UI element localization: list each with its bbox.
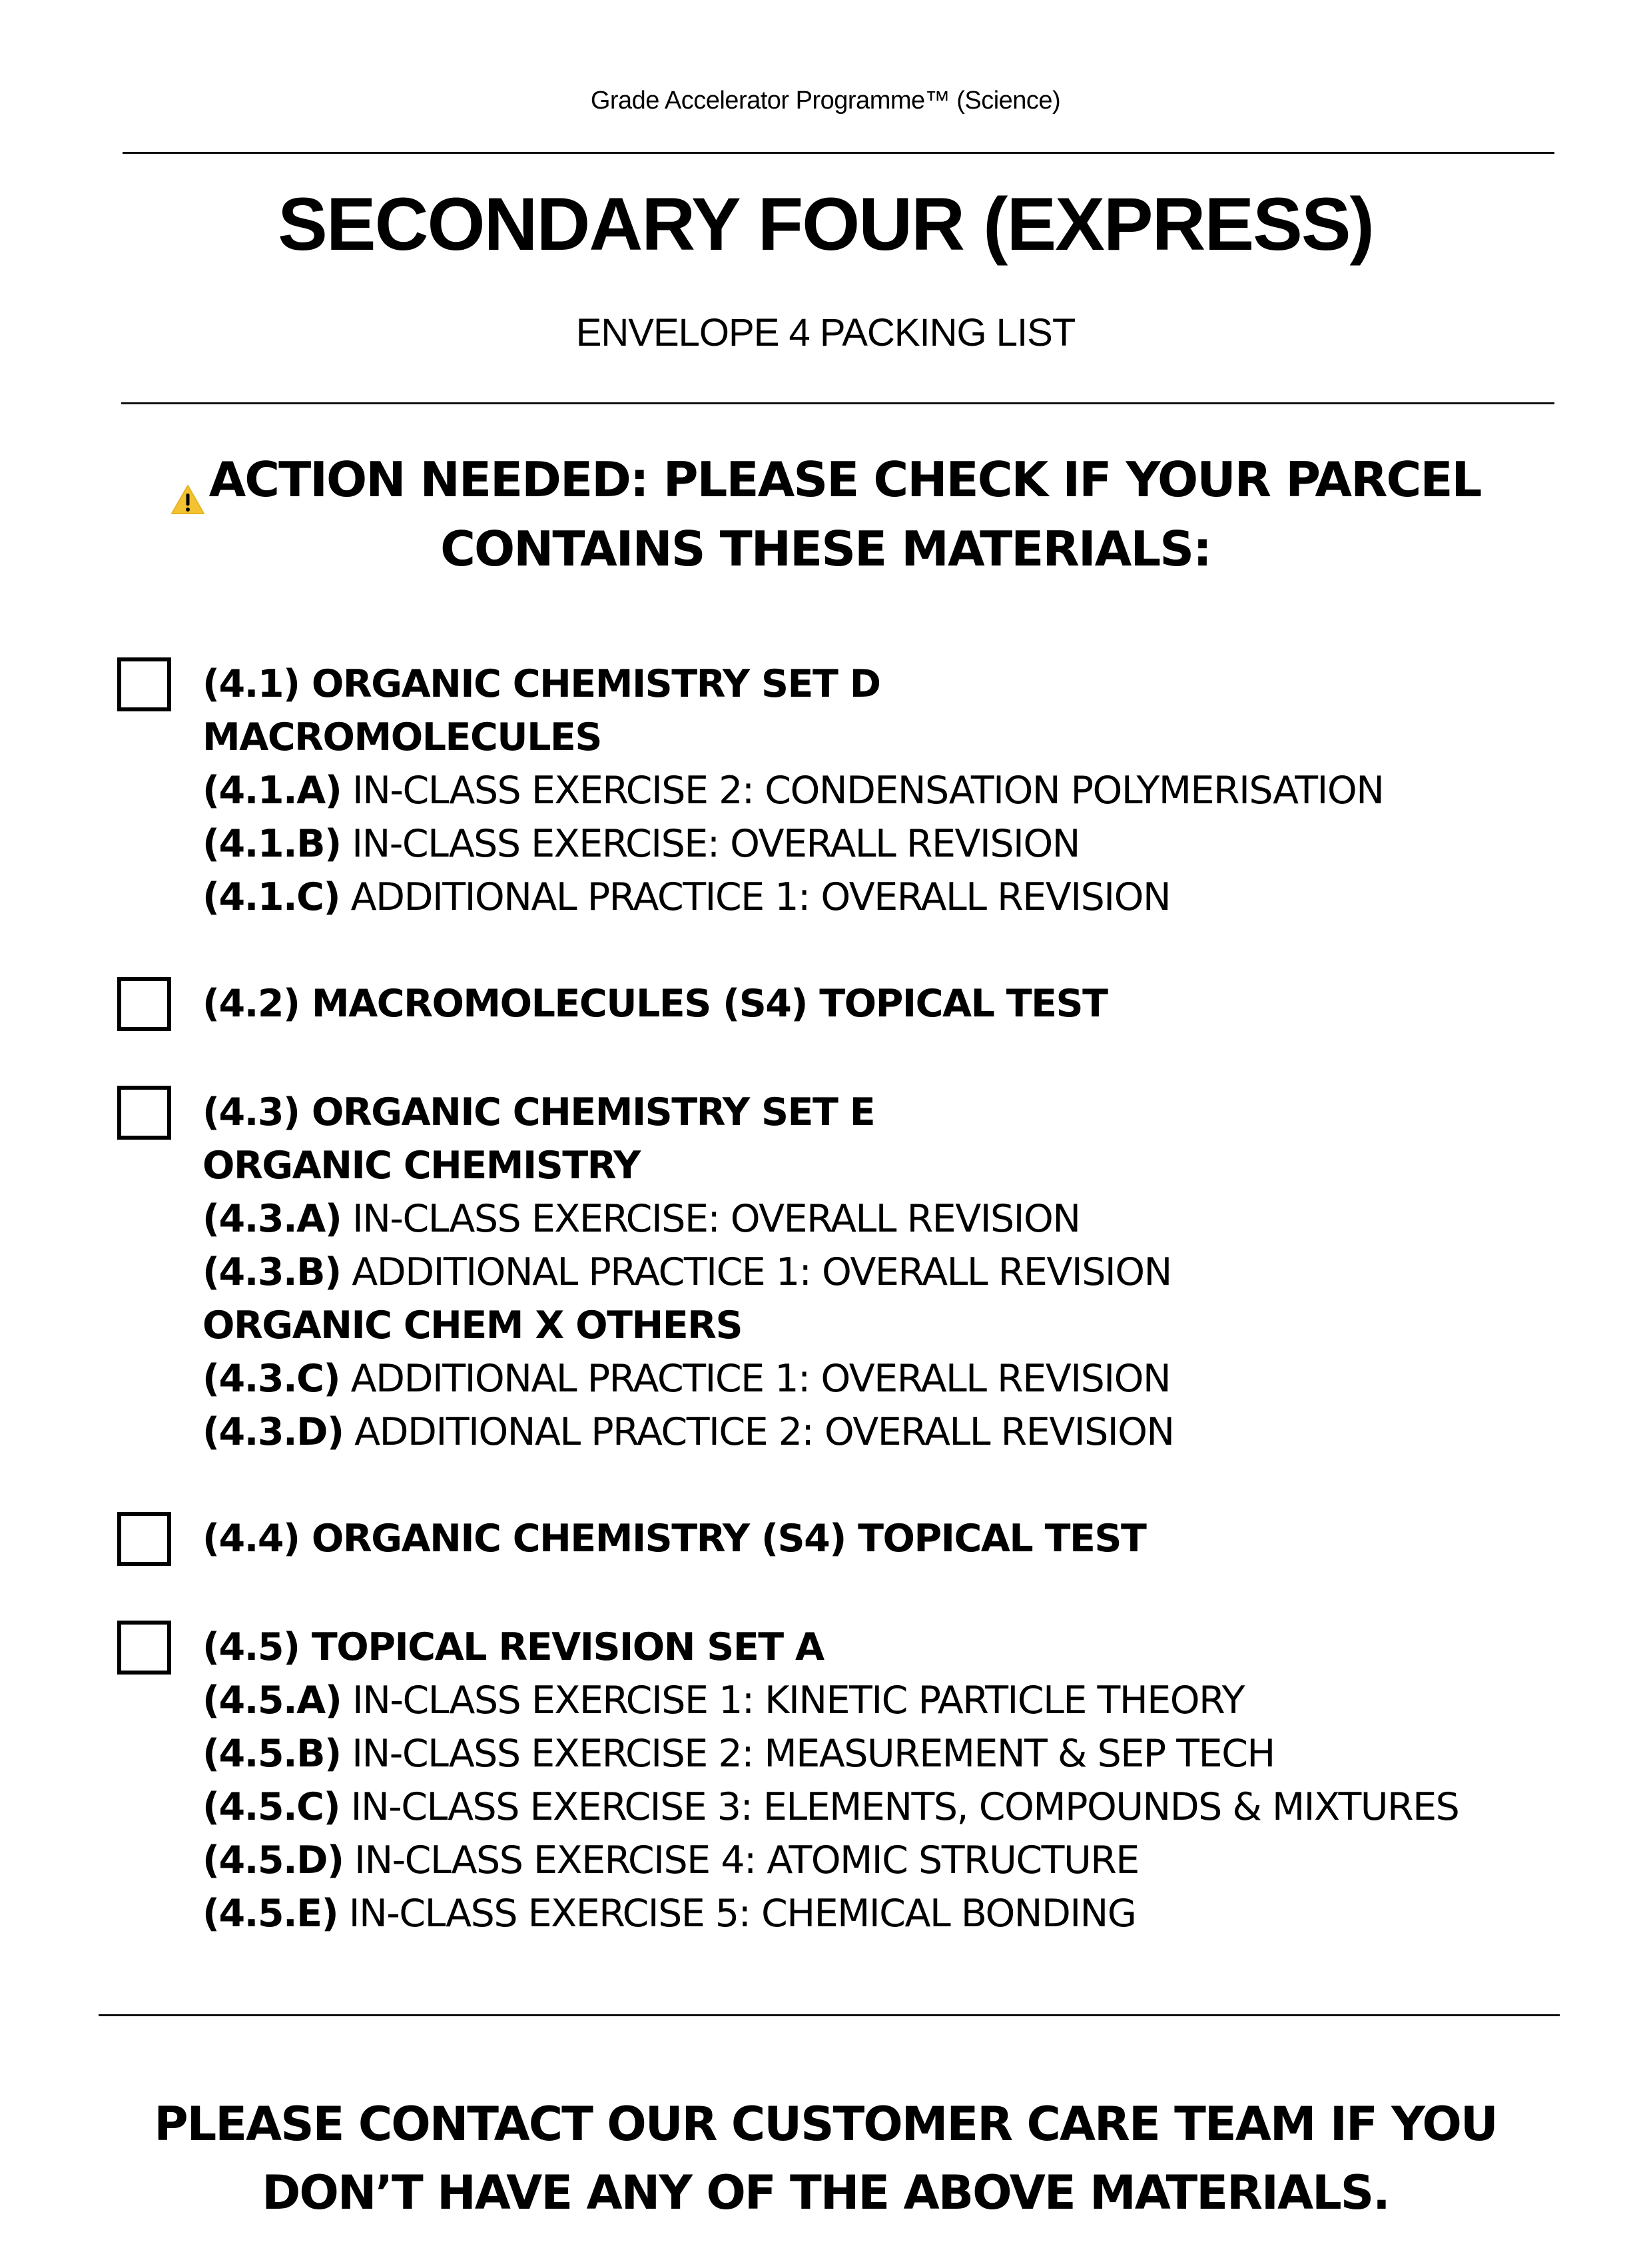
divider-top: [123, 152, 1554, 154]
action-notice-line-2: CONTAINS THESE MATERIALS:: [440, 521, 1211, 577]
list-item: (4.5.D) IN-CLASS EXERCISE 4: ATOMIC STRUCTURE: [202, 1838, 1139, 1882]
list-item: (4.3.B) ADDITIONAL PRACTICE 1: OVERALL REVISION: [202, 1250, 1171, 1294]
footer-line-1: PLEASE CONTACT OUR CUSTOMER CARE TEAM IF YOU: [154, 2097, 1497, 2151]
action-notice: [0, 445, 1651, 583]
section-label: ORGANIC CHEM X OTHERS: [202, 1304, 743, 1347]
group-heading: (4.2) MACROMOLECULES (S4) TOPICAL TEST: [202, 982, 1108, 1026]
list-item: (4.5.A) IN-CLASS EXERCISE 1: KINETIC PARTICLE THEORY: [202, 1679, 1244, 1722]
list-item: (4.3.A) IN-CLASS EXERCISE: OVERALL REVISION: [202, 1197, 1080, 1241]
group-heading: (4.3) ORGANIC CHEMISTRY SET E: [202, 1090, 875, 1134]
checkbox-4-5[interactable]: [117, 1621, 171, 1675]
list-item: (4.5.E) IN-CLASS EXERCISE 5: CHEMICAL BONDING: [202, 1892, 1136, 1936]
running-header: Grade Accelerator Programme™ (Science): [590, 87, 1061, 115]
checkbox-4-4[interactable]: [117, 1512, 171, 1566]
list-item: (4.1.A) IN-CLASS EXERCISE 2: CONDENSATION POLYMERISATION: [202, 769, 1384, 813]
list-item: (4.1.C) ADDITIONAL PRACTICE 1: OVERALL REVISION: [202, 875, 1171, 919]
divider-header: [121, 402, 1554, 404]
group-heading: (4.4) ORGANIC CHEMISTRY (S4) TOPICAL TEST: [202, 1517, 1146, 1561]
section-label: ORGANIC CHEMISTRY: [202, 1144, 640, 1188]
group-heading: (4.1) ORGANIC CHEMISTRY SET D: [202, 662, 880, 706]
footer-line-2: DON’T HAVE ANY OF THE ABOVE MATERIALS.: [262, 2165, 1389, 2220]
list-item: (4.1.B) IN-CLASS EXERCISE: OVERALL REVISION: [202, 822, 1080, 866]
list-item: (4.3.C) ADDITIONAL PRACTICE 1: OVERALL REVISION: [202, 1357, 1171, 1401]
action-notice-line-1: ACTION NEEDED: PLEASE CHECK IF YOUR PARCEL: [0, 445, 1651, 514]
list-item: (4.5.B) IN-CLASS EXERCISE 2: MEASUREMENT & SEP TECH: [202, 1732, 1275, 1776]
divider-footer: [99, 2014, 1560, 2016]
list-item: (4.3.D) ADDITIONAL PRACTICE 2: OVERALL REVISION: [202, 1410, 1174, 1454]
checkbox-4-3[interactable]: [117, 1086, 171, 1140]
warning-icon: [170, 464, 205, 494]
checkbox-4-2[interactable]: [117, 977, 171, 1031]
page-title: SECONDARY FOUR (EXPRESS): [278, 183, 1373, 266]
footer-notice: [0, 2090, 1651, 2227]
checkbox-4-1[interactable]: [117, 657, 171, 711]
list-item: (4.5.C) IN-CLASS EXERCISE 3: ELEMENTS, COMPOUNDS & MIXTURES: [202, 1785, 1459, 1829]
page-subtitle: ENVELOPE 4 PACKING LIST: [575, 311, 1076, 354]
section-label: MACROMOLECULES: [202, 715, 601, 759]
group-heading: (4.5) TOPICAL REVISION SET A: [202, 1625, 824, 1669]
